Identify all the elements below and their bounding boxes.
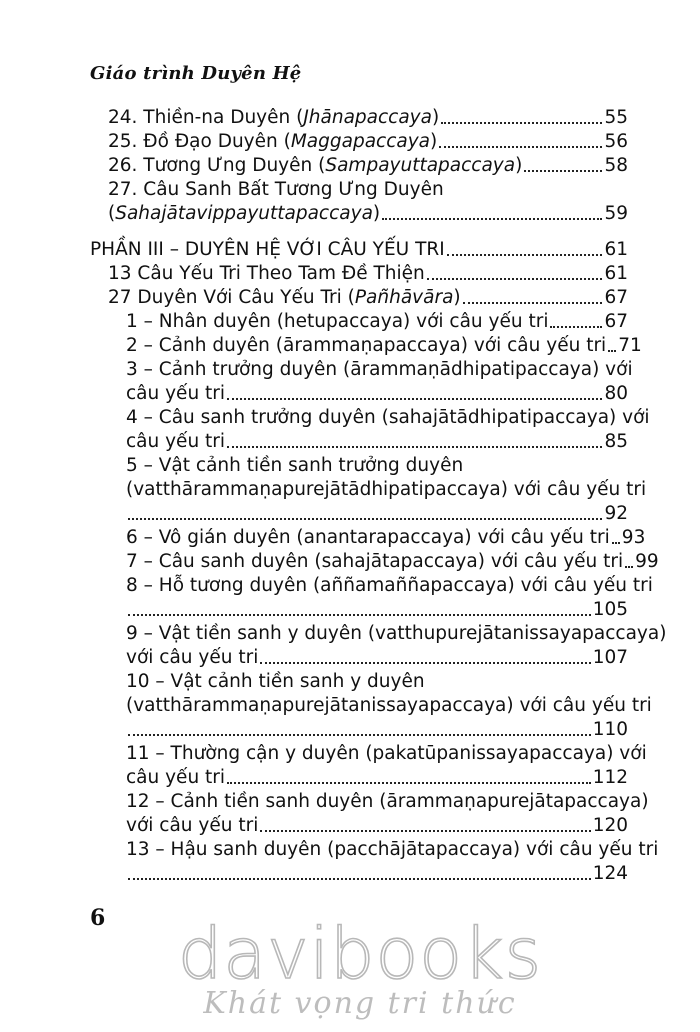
toc-page-number: 110: [592, 719, 628, 740]
toc-entry-title: [126, 406, 650, 430]
toc-entry-text: 4 – Câu sanh trưởng duyên (sahajātādhipatipaccaya) với: [126, 407, 650, 428]
toc-entry: [126, 454, 463, 478]
toc-entry-text: 27 Duyên Với Câu Yếu Tri (: [108, 287, 355, 308]
dot-leader: [227, 446, 602, 448]
toc-page-number: 124: [592, 863, 628, 884]
toc-entry-title: [126, 454, 463, 478]
toc-entry: [108, 202, 628, 226]
toc-entry-text: 7 – Câu sanh duyên (sahajātapaccaya) với câu yếu tri: [126, 551, 624, 572]
toc-entry: [126, 670, 425, 694]
toc-entry: [126, 478, 646, 502]
toc-entry-text: 11 – Thường cận y duyên (pakatūpanissayapaccaya) với: [126, 743, 647, 764]
toc-entry: [126, 598, 628, 622]
watermark-logo: davibooks: [177, 913, 543, 995]
toc-entry: [108, 154, 628, 178]
toc-entry-title: [126, 526, 610, 550]
toc-entry-text: 13 – Hậu sanh duyên (pacchājātapaccaya) với câu yếu tri: [126, 839, 659, 860]
toc-entry-title: [126, 814, 258, 838]
toc-entry: [90, 238, 628, 262]
toc-entry-text-end: ): [431, 107, 440, 128]
toc-page-number: 120: [592, 815, 628, 836]
toc-entry-pali-term: Jhānapaccaya: [303, 107, 432, 128]
toc-entry-text-end: ): [515, 155, 523, 176]
toc-page-number: 55: [604, 107, 628, 128]
watermark-tagline: Khát vọng tri thức: [203, 986, 517, 1021]
toc-entry-text: 3 – Cảnh trưởng duyên (ārammaṇādhipatipaccaya) với: [126, 359, 633, 380]
toc-entry-title: [126, 742, 647, 766]
toc-entry-text: 8 – Hỗ tương duyên (aññamaññapaccaya) với câu yếu tri: [126, 575, 653, 596]
toc-entry: [108, 262, 628, 286]
toc-page-number: 61: [604, 239, 628, 260]
toc-entry-text: 10 – Vật cảnh tiền sanh y duyên: [126, 671, 425, 692]
toc-page-number: 93: [621, 527, 646, 548]
toc-entry-text: câu yếu tri: [126, 431, 226, 452]
toc-entry-pali-term: Sahajātavippayuttapaccaya: [115, 203, 373, 224]
toc-entry-text: 25. Đồ Đạo Duyên (: [108, 131, 291, 152]
toc-page-number: 56: [604, 131, 628, 152]
toc-page-number: 80: [604, 383, 628, 404]
toc-page-number: 59: [604, 203, 628, 224]
toc-entry-text: 26. Tương Ưng Duyên (: [108, 155, 326, 176]
dot-leader: [427, 278, 603, 280]
dot-leader: [260, 662, 590, 664]
toc-entry-title: [108, 202, 380, 226]
toc-entry: [126, 718, 628, 742]
dot-leader: [441, 122, 602, 124]
toc-entry: [126, 574, 653, 598]
toc-entry-text: 5 – Vật cảnh tiền sanh trưởng duyên: [126, 455, 464, 476]
dot-leader: [625, 566, 633, 568]
dot-leader: [227, 782, 591, 784]
toc-entry: [126, 382, 628, 406]
toc-entry-text: 1 – Nhân duyên (hetupaccaya) với câu yếu tri: [126, 311, 549, 332]
toc-entry: [126, 694, 652, 718]
toc-entry-title: [126, 838, 658, 862]
toc-entry-text: 2 – Cảnh duyên (ārammaṇapaccaya) với câu yếu tri: [126, 335, 607, 356]
toc-entry-title: [126, 334, 606, 358]
dot-leader: [128, 878, 591, 880]
toc-entry: [126, 646, 628, 670]
toc-entry: [126, 358, 633, 382]
toc-entry-text: (: [108, 203, 116, 224]
toc-entry-text: 27. Câu Sanh Bất Tương Ưng Duyên: [108, 179, 444, 200]
toc-entry: [126, 406, 650, 430]
toc-entry-text-end: ): [372, 203, 381, 224]
dot-leader: [227, 398, 602, 400]
toc-entry-text: 9 – Vật tiền sanh y duyên (vatthupurejātanissayapaccaya): [126, 623, 667, 644]
toc-entry: [108, 106, 628, 130]
toc-entry: [126, 814, 628, 838]
toc-entry-title: [126, 646, 258, 670]
toc-entry: [126, 766, 628, 790]
toc-entry-title: [108, 106, 439, 130]
toc-entry-title: [108, 130, 437, 154]
toc-entry-text-end: ): [430, 131, 438, 152]
toc-entry: [126, 862, 628, 886]
dot-leader: [612, 542, 620, 544]
toc-entry-title: [126, 622, 666, 646]
toc-entry: [126, 550, 659, 574]
toc-entry: [108, 130, 628, 154]
toc-entry-title: [108, 262, 425, 286]
toc-entry-title: [108, 178, 444, 202]
toc-page-number: 58: [604, 155, 628, 176]
toc-entry: [126, 502, 628, 526]
toc-entry-title: [126, 382, 225, 406]
toc-entry-title: [126, 574, 653, 598]
toc-page-number: 99: [635, 551, 659, 572]
toc-page-number: 85: [604, 431, 628, 452]
toc-entry-title: [126, 478, 646, 502]
toc-entry: [126, 622, 666, 646]
toc-entry-title: [126, 430, 225, 454]
dot-leader: [128, 614, 591, 616]
dot-leader: [524, 170, 602, 172]
toc-entry-text: câu yếu tri: [126, 383, 226, 404]
dot-leader: [439, 146, 602, 148]
toc-entry: [126, 838, 658, 862]
watermark: [160, 913, 560, 1021]
toc-entry-text: (vatthārammaṇapurejātanissayapaccaya) với câu yếu tri: [126, 695, 652, 716]
toc-page-number: 107: [592, 647, 628, 668]
toc-entry-pali-term: Maggapaccaya: [290, 131, 431, 152]
toc-entry-title: [90, 238, 445, 262]
toc-entry-text: 12 – Cảnh tiền sanh duyên (ārammaṇapurejātapaccaya): [126, 791, 649, 812]
toc-entry-pali-term: Pañhāvāra: [354, 287, 454, 308]
toc-page-number: 71: [618, 335, 642, 356]
toc-entry: [126, 310, 628, 334]
toc-entry: [126, 790, 649, 814]
dot-leader: [128, 518, 602, 520]
running-header: Giáo trình Duyên Hệ: [90, 63, 302, 84]
toc-page-number: 61: [604, 263, 628, 284]
dot-leader: [260, 830, 590, 832]
toc-entry-text: câu yếu tri: [126, 767, 226, 788]
dot-leader: [447, 254, 603, 256]
toc-page-number: 67: [604, 287, 628, 308]
toc-entry: [126, 334, 642, 358]
toc-entry-title: [126, 790, 649, 814]
toc-page-number: 105: [592, 599, 628, 620]
dot-leader: [382, 218, 602, 220]
toc-entry-text: PHẦN III – DUYÊN HỆ VỚI CÂU YẾU TRI: [90, 239, 445, 260]
toc-page-number: 92: [604, 503, 628, 524]
toc-entry-text: với câu yếu tri: [126, 815, 259, 836]
toc-entry: [126, 430, 628, 454]
toc-entry: [126, 742, 647, 766]
dot-leader: [463, 302, 603, 304]
dot-leader: [550, 326, 602, 328]
toc-entry-text: 6 – Vô gián duyên (anantarapaccaya) với câu yếu tri: [126, 527, 610, 548]
toc-entry: [108, 178, 444, 202]
toc-entry-title: [126, 766, 225, 790]
toc-entry-title: [108, 286, 461, 310]
toc-page-number: 67: [604, 311, 628, 332]
toc-entry: [126, 526, 646, 550]
toc-entry-title: [108, 154, 522, 178]
dot-leader: [608, 350, 616, 352]
toc-entry-title: [126, 550, 623, 574]
toc-entry: [108, 286, 628, 310]
toc-entry-text: (vatthārammaṇapurejātādhipatipaccaya) với câu yếu tri: [126, 479, 647, 500]
page-number: 6: [90, 905, 106, 931]
toc-page-number: 112: [592, 767, 628, 788]
toc-entry-text-end: ): [453, 287, 461, 308]
toc-entry-title: [126, 310, 548, 334]
toc-entry-title: [126, 358, 633, 382]
toc-entry-pali-term: Sampayuttapaccaya: [325, 155, 516, 176]
toc-entry-text: 24. Thiền-na Duyên (: [108, 107, 304, 128]
toc-entry-text: 13 Câu Yếu Tri Theo Tam Đề Thiện: [108, 263, 425, 284]
toc-entry-title: [126, 670, 425, 694]
toc-entry-text: với câu yếu tri: [126, 647, 259, 668]
dot-leader: [128, 734, 591, 736]
toc-entry-title: [126, 694, 652, 718]
